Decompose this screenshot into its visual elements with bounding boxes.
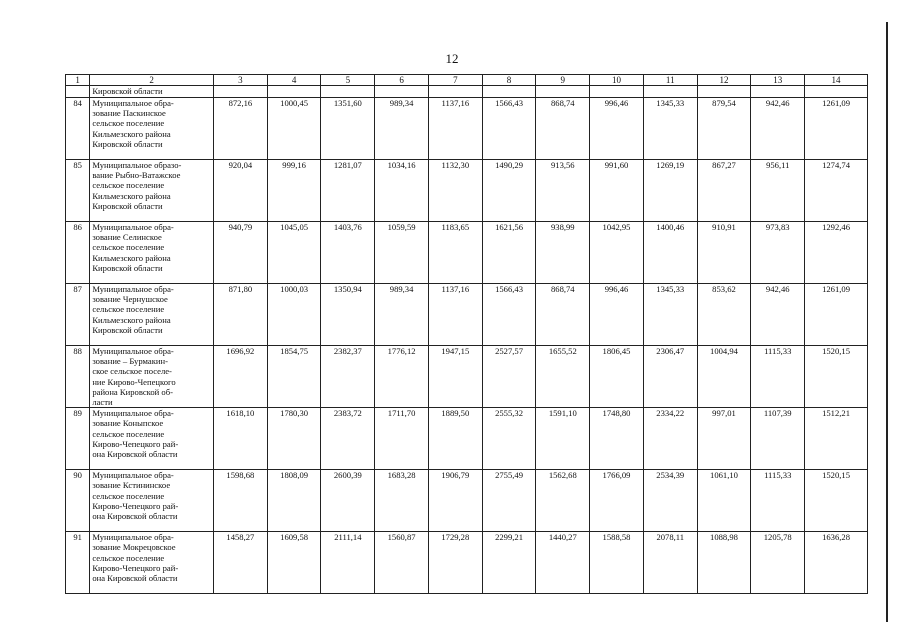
column-header: 2 [90,75,214,86]
name-line: Кильмезского района [92,128,171,139]
value-cell: 1000,45 [267,98,321,160]
value-cell: 1183,65 [428,222,482,284]
name-line: Муниципальное обра- [92,284,174,294]
name-line: она Кировской области [92,511,178,522]
value-cell: 1748,80 [590,408,644,470]
value-cell: 2299,21 [482,532,536,594]
empty-cell [375,86,429,98]
value-cell: 942,46 [751,98,805,160]
value-cell: 956,11 [751,160,805,222]
value-cell: 1711,70 [375,408,429,470]
municipality-name [90,532,214,594]
empty-cell [267,86,321,98]
value-cell: 1400,46 [643,222,697,284]
value-cell: 1059,59 [375,222,429,284]
value-cell: 1269,19 [643,160,697,222]
value-cell: 1683,28 [375,470,429,532]
value-cell: 1281,07 [321,160,375,222]
row-number: 91 [66,532,90,594]
municipality-name [90,160,214,222]
empty-cell [697,86,751,98]
empty-cell [751,86,805,98]
value-cell: 1292,46 [805,222,868,284]
value-cell: 1566,43 [482,284,536,346]
value-cell: 2755,49 [482,470,536,532]
table-row [66,408,868,470]
empty-cell [805,86,868,98]
empty-cell [66,86,90,98]
value-cell: 1636,28 [805,532,868,594]
value-cell: 989,34 [375,284,429,346]
value-cell: 1591,10 [536,408,590,470]
name-line: сельское поселение [92,304,165,315]
name-line: ское сельское поселе- [92,366,172,377]
value-cell: 1107,39 [751,408,805,470]
value-cell: 1004,94 [697,346,751,408]
table-row [66,532,868,594]
name-line: Муниципальное обра- [92,470,174,481]
value-cell: 1889,50 [428,408,482,470]
name-line: Кировской области [92,200,163,211]
row-number: 87 [66,284,90,346]
value-cell: 853,62 [697,284,751,346]
municipality-name [90,346,214,408]
value-cell: 1000,03 [267,284,321,346]
value-cell: 1345,33 [643,284,697,346]
name-line: Кировской области [92,138,163,149]
value-cell: 1520,15 [805,346,868,408]
value-cell: 1655,52 [536,346,590,408]
name-line: Муниципальное обра- [92,532,174,543]
value-cell: 940,79 [214,222,268,284]
column-header: 9 [536,75,590,86]
value-cell: 1598,68 [214,470,268,532]
value-cell: 1045,05 [267,222,321,284]
value-cell: 1042,95 [590,222,644,284]
value-cell: 1061,10 [697,470,751,532]
value-cell: 1621,56 [482,222,536,284]
value-cell: 1947,15 [428,346,482,408]
municipality-name [90,470,214,532]
column-header: 4 [267,75,321,86]
value-cell: 1137,16 [428,284,482,346]
value-cell: 1034,16 [375,160,429,222]
value-cell: 1088,98 [697,532,751,594]
value-cell: 997,01 [697,408,751,470]
name-line: зование – Бурмакин- [92,356,168,367]
name-line: ние Кирово-Чепецкого [92,376,176,387]
empty-cell [321,86,375,98]
row-number: 88 [66,346,90,408]
empty-cell [214,86,268,98]
value-cell: 879,54 [697,98,751,160]
name-line: Кирово-Чепецкого рай- [92,438,179,449]
name-line: сельское поселение [92,490,165,501]
value-cell: 1520,15 [805,470,868,532]
column-header: 10 [590,75,644,86]
municipality-name [90,284,214,346]
name-line: Кильмезского района [92,190,171,201]
continuation-text: Кировской области [90,86,214,98]
value-cell: 1403,76 [321,222,375,284]
value-cell: 1132,30 [428,160,482,222]
column-header: 12 [697,75,751,86]
table-row [66,160,868,222]
value-cell: 910,91 [697,222,751,284]
name-line: вание Рыбно-Ватажское [92,170,181,181]
value-cell: 2306,47 [643,346,697,408]
value-cell: 2527,57 [482,346,536,408]
value-cell: 2382,37 [321,346,375,408]
name-line: Кильмезского района [92,314,171,325]
name-line: Муниципальное обра- [92,408,174,419]
value-cell: 1261,09 [805,98,868,160]
value-cell: 989,34 [375,98,429,160]
value-cell: 996,46 [590,284,644,346]
row-number: 85 [66,160,90,222]
row-number: 84 [66,98,90,160]
empty-cell [536,86,590,98]
value-cell: 2383,72 [321,408,375,470]
value-cell: 1458,27 [214,532,268,594]
value-cell: 1490,29 [482,160,536,222]
value-cell: 1618,10 [214,408,268,470]
value-cell: 2334,22 [643,408,697,470]
value-cell: 868,74 [536,284,590,346]
data-table [65,74,868,594]
column-header: 6 [375,75,429,86]
value-cell: 1609,58 [267,532,321,594]
name-line: Кировской области [92,262,163,273]
name-line: сельское поселение [92,242,165,253]
value-cell: 1115,33 [751,470,805,532]
page-edge-rule [886,22,888,622]
value-cell: 1562,68 [536,470,590,532]
value-cell: 1274,74 [805,160,868,222]
value-cell: 1345,33 [643,98,697,160]
value-cell: 1808,09 [267,470,321,532]
municipality-name [90,408,214,470]
municipality-name [90,222,214,284]
name-line: сельское поселение [92,428,165,439]
column-header: 13 [751,75,805,86]
name-line: ласти [92,397,113,408]
name-line: Муниципальное образо- [92,160,182,170]
municipality-name [90,98,214,160]
value-cell: 2555,32 [482,408,536,470]
name-line: зование Мокрецовское [92,542,176,553]
column-header: 11 [643,75,697,86]
name-line: зование Кстининское [92,480,171,491]
empty-cell [428,86,482,98]
name-line: Муниципальное обра- [92,222,174,232]
value-cell: 1560,87 [375,532,429,594]
value-cell: 1440,27 [536,532,590,594]
name-line: она Кировской области [92,449,178,460]
value-cell: 1205,78 [751,532,805,594]
value-cell: 1261,09 [805,284,868,346]
name-line: Кирово-Чепецкого рай- [92,500,179,511]
name-line: Кировской области [92,324,163,335]
value-cell: 938,99 [536,222,590,284]
column-header: 7 [428,75,482,86]
column-number-row [66,75,868,86]
name-line: Кильмезского района [92,252,171,263]
value-cell: 871,80 [214,284,268,346]
column-header: 3 [214,75,268,86]
value-cell: 2078,11 [643,532,697,594]
page-number: 12 [445,51,459,66]
name-line: сельское поселение [92,180,165,191]
name-line: сельское поселение [92,118,165,129]
value-cell: 920,04 [214,160,268,222]
value-cell: 1780,30 [267,408,321,470]
value-cell: 1854,75 [267,346,321,408]
value-cell: 973,83 [751,222,805,284]
value-cell: 2111,14 [321,532,375,594]
value-cell: 913,56 [536,160,590,222]
row-number: 86 [66,222,90,284]
row-number: 89 [66,408,90,470]
table-row [66,346,868,408]
name-line: она Кировской области [92,573,178,584]
value-cell: 867,27 [697,160,751,222]
value-cell: 2534,39 [643,470,697,532]
value-cell: 868,74 [536,98,590,160]
name-line: Муниципальное обра- [92,346,174,356]
value-cell: 1350,94 [321,284,375,346]
value-cell: 996,46 [590,98,644,160]
name-line: Муниципальное обра- [92,98,174,108]
value-cell: 1776,12 [375,346,429,408]
value-cell: 999,16 [267,160,321,222]
value-cell: 1137,16 [428,98,482,160]
value-cell: 1351,60 [321,98,375,160]
value-cell: 1906,79 [428,470,482,532]
column-header: 5 [321,75,375,86]
value-cell: 1696,92 [214,346,268,408]
value-cell: 2600,39 [321,470,375,532]
value-cell: 1566,43 [482,98,536,160]
table-row [66,470,868,532]
value-cell: 1512,21 [805,408,868,470]
column-header: 8 [482,75,536,86]
table-row [66,284,868,346]
table-row [66,222,868,284]
name-line: зование Паскинское [92,108,166,119]
value-cell: 991,60 [590,160,644,222]
column-header: 1 [66,75,90,86]
value-cell: 1588,58 [590,532,644,594]
name-line: Кирово-Чепецкого рай- [92,562,179,573]
name-line: сельское поселение [92,552,165,563]
value-cell: 872,16 [214,98,268,160]
value-cell: 1729,28 [428,532,482,594]
continuation-row [66,86,868,98]
name-line: зование Чернушское [92,294,168,305]
value-cell: 1806,45 [590,346,644,408]
row-number: 90 [66,470,90,532]
empty-cell [590,86,644,98]
empty-cell [482,86,536,98]
value-cell: 942,46 [751,284,805,346]
value-cell: 1766,09 [590,470,644,532]
name-line: района Кировской об- [92,386,173,397]
name-line: зование Коныпское [92,418,164,429]
empty-cell [643,86,697,98]
table-row [66,98,868,160]
value-cell: 1115,33 [751,346,805,408]
name-line: зование Селинское [92,232,162,243]
column-header: 14 [805,75,868,86]
